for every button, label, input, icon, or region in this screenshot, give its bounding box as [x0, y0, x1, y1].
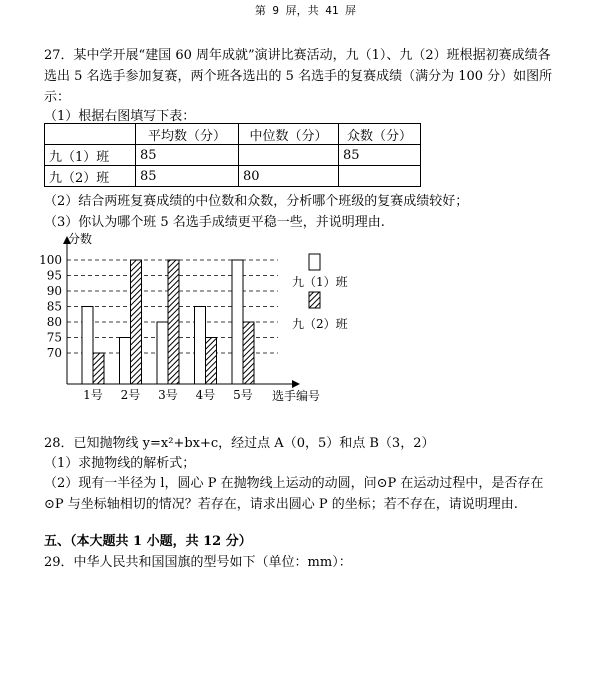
bar-class-1-2 — [120, 338, 131, 385]
table-cell: 85 — [136, 145, 239, 166]
bar-class-1-3 — [157, 322, 168, 384]
bar-class-1-1 — [82, 307, 93, 385]
y-tick-label: 100 — [39, 253, 62, 267]
x-tick-label: 4号 — [195, 388, 216, 402]
y-tick-label: 85 — [46, 299, 62, 314]
q28-line-1: 28．已知抛物线 y=x²+bx+c，经过点 A（0，5）和点 B（3，2） — [44, 436, 435, 451]
table-cell: 80 — [239, 166, 339, 187]
bar-class-2-1 — [93, 353, 104, 384]
q28-line-2: （2）现有一半径为 l，圆心 P 在抛物线上运动的动圆，问⊙P 在运动过程中，是否存在 — [44, 476, 544, 491]
x-tick-label: 2号 — [120, 388, 141, 402]
x-tick-label: 1号 — [83, 388, 103, 402]
y-tick-label: 80 — [46, 315, 62, 329]
q27-sub-2: （2）结合两班复赛成绩的中位数和众数，分析哪个班级的复赛成绩较好； — [44, 194, 469, 209]
table-row — [45, 145, 421, 166]
q28-line-3: ⊙P 与坐标轴相切的情况？若存在，请求出圆心 P 的坐标；若不存在，请说明理由. — [44, 497, 518, 512]
x-tick-label: 3号 — [158, 388, 178, 402]
bar-class-2-3 — [168, 260, 179, 384]
bar-class-2-2 — [131, 260, 142, 384]
table-cell: 85 — [136, 166, 239, 187]
y-tick-label: 75 — [46, 330, 62, 345]
y-axis-label: 分数 — [68, 232, 93, 246]
x-tick-label: 5号 — [233, 388, 253, 402]
table-header-cell: 众数（分） — [339, 124, 421, 145]
q27-sub-3: （3）你认为哪个班 5 名选手成绩更平稳一些，并说明理由. — [44, 215, 385, 230]
table-cell — [239, 145, 339, 166]
bar-class-1-4 — [195, 307, 206, 385]
table-header-row — [45, 124, 421, 145]
page-header: 第 9 屏，共 41 屏 — [254, 4, 357, 17]
q27-line-1: 27．某中学开展“建国 60 周年成就”演讲比赛活动，九（1）、九（2）班根据初赛成绩各 — [44, 48, 551, 63]
legend-label-class-1: 九（1）班 — [292, 275, 348, 289]
bar-class-1-5 — [232, 260, 243, 384]
x-axis-arrow — [292, 380, 300, 388]
legend-swatch-class-1 — [309, 254, 320, 270]
bar-class-2-4 — [206, 338, 217, 385]
q27-line-3: 示： — [44, 90, 71, 105]
table-header-cell — [45, 124, 136, 145]
q29-line-1: 29．中华人民共和国国旗的型号如下（单位：mm）： — [44, 555, 352, 570]
q27-sub-1: （1）根据右图填写下表： — [44, 109, 196, 124]
section-5-title: 五、（本大题共 1 小题，共 12 分） — [44, 534, 252, 549]
table-cell: 九（1）班 — [45, 145, 136, 166]
score-table — [44, 123, 421, 187]
y-tick-label: 70 — [46, 346, 62, 360]
table-header-cell: 中位数（分） — [239, 124, 339, 145]
q28-sub-1: （1）求抛物线的解析式； — [44, 456, 196, 471]
table-row — [45, 166, 421, 187]
q27-line-2: 选出 5 名选手参加复赛，两个班各选出的 5 名选手的复赛成绩（满分为 100 分）如图所 — [44, 69, 553, 84]
legend-label-class-2: 九（2）班 — [292, 317, 348, 331]
y-tick-label: 95 — [46, 268, 62, 283]
table-cell: 九（2）班 — [45, 166, 136, 187]
table-header-cell: 平均数（分） — [136, 124, 239, 145]
table-cell — [339, 166, 421, 187]
legend-swatch-class-2 — [309, 292, 320, 308]
bar-class-2-5 — [243, 322, 254, 384]
table-cell: 85 — [339, 145, 421, 166]
score-bar-chart — [0, 226, 611, 416]
y-tick-label: 90 — [46, 284, 62, 298]
x-axis-label: 选手编号 — [272, 389, 321, 403]
